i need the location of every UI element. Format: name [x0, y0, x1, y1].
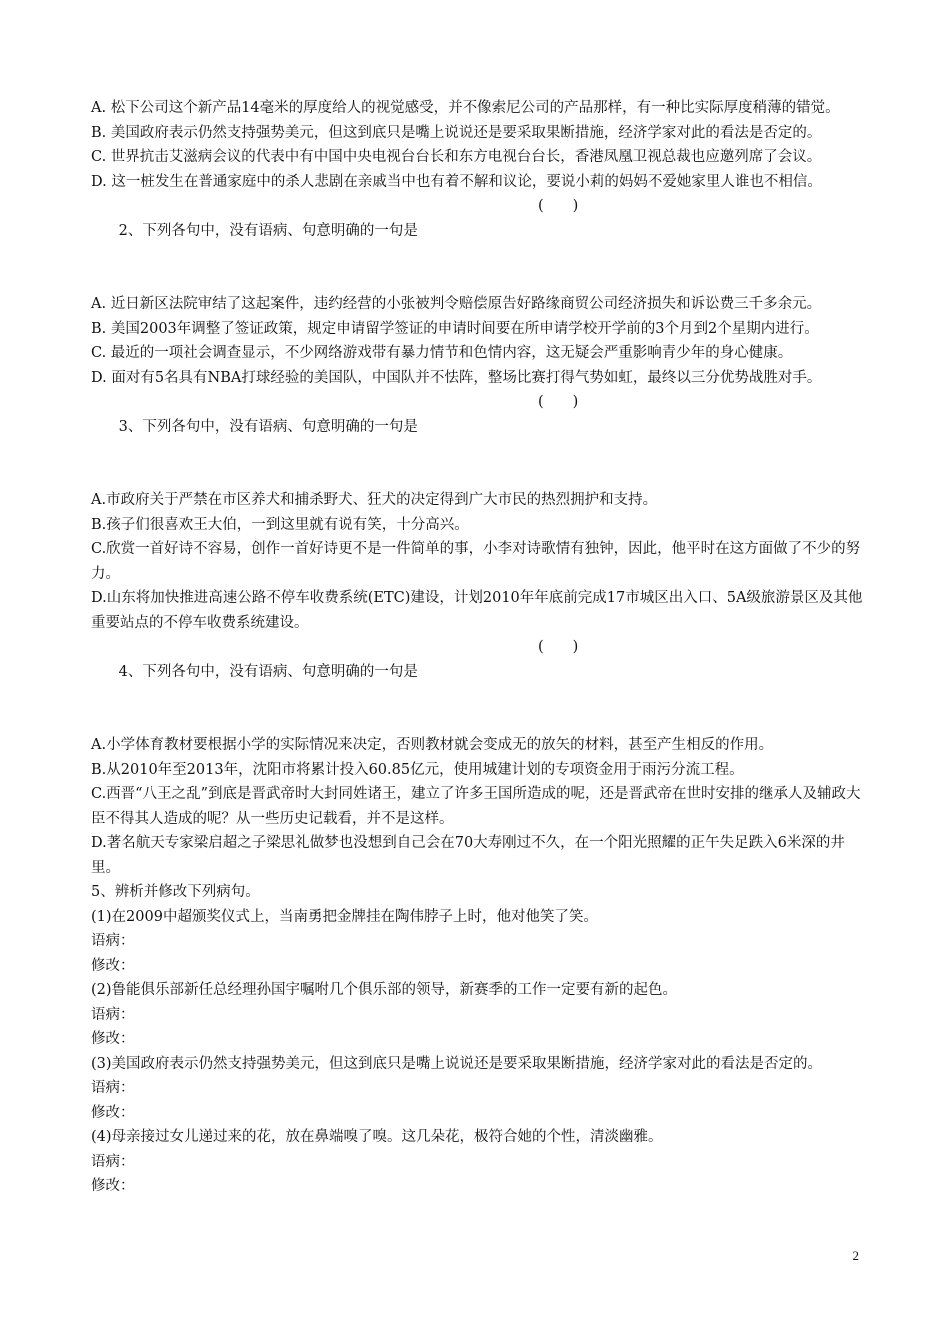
q4-answer-paren: ( ) [538, 639, 579, 655]
q5-item-4-fix-label: 修改： [91, 1178, 135, 1194]
q5-item-3-fix-label: 修改： [91, 1104, 135, 1121]
page-number: 2 [852, 1248, 859, 1263]
q4-stem: 4、下列各句中，没有语病、句意明确的一句是 [118, 663, 418, 680]
q5-item-1-error-label: 语病： [91, 933, 135, 949]
q4-option-c: C.西晋“八王之乱”到底是晋武帝时大封同姓诸王，建立了许多王国所造成的呢，还是晋武帝在世时安排的继承人及辅政大臣不得其人造成的呢？从一些历史记载看，并不是这样。 [91, 786, 861, 827]
q4-stem-line [91, 635, 863, 733]
q2-option-c: C. 最近的一项社会调查显示，不少网络游戏带有暴力情节和色情内容，这无疑会严重影响青少年的身心健康。 [91, 345, 793, 361]
q1-option-a: A. 松下公司这个新产品14毫米的厚度给人的视觉感受，并不像索尼公司的产品那样，有一种比实际厚度稍薄的错觉。 [91, 100, 840, 116]
q1-option-b: B. 美国政府表示仍然支持强势美元，但这到底只是嘴上说说还是要采取果断措施，经济学家对此的看法是否定的。 [91, 124, 822, 141]
q3-stem: 3、下列各句中，没有语病、句意明确的一句是 [118, 418, 418, 435]
q3-option-a: A.市政府关于严禁在市区养犬和捕杀野犬、狂犬的决定得到广大市民的热烈拥护和支持。 [91, 492, 658, 508]
q2-answer-paren: ( ) [538, 198, 579, 214]
q5-item-4: (4)母亲接过女儿递过来的花，放在鼻端嗅了嗅。这几朵花，极符合她的个性，清淡幽雅。 [91, 1129, 663, 1145]
q3-option-c: C.欣赏一首好诗不容易，创作一首好诗更不是一件简单的事，小李对诗歌情有独钟，因此，他平时在这方面做了不少的努力。 [91, 541, 861, 582]
q5-item-3-error-label: 语病： [91, 1080, 135, 1096]
q1-option-d: D. 这一桩发生在普通家庭中的杀人悲剧在亲戚当中也有着不解和议论，要说小莉的妈妈不爱她家里人谁也不相信。 [91, 173, 822, 190]
q5-item-1: (1)在2009中超颁奖仪式上，当南勇把金牌挂在陶伟脖子上时，他对他笑了笑。 [91, 908, 598, 925]
q3-option-d: D.山东将加快推进高速公路不停车收费系统(ETC)建设，计划2010年年底前完成17市城区出入口、5A级旅游景区及其他重要站点的不停车收费系统建设。 [91, 590, 863, 631]
q4-option-a: A.小学体育教材要根据小学的实际情况来决定，否则教材就会变成无的放矢的材料，甚至产生相反的作用。 [91, 737, 774, 753]
q4-option-d: D.著名航天专家梁启超之子梁思礼做梦也没想到自己会在70大寿刚过不久，在一个阳光照耀的正午失足跌入6米深的井里。 [91, 835, 845, 876]
page-content [91, 96, 863, 1199]
q2-option-d: D. 面对有5名具有NBA打球经验的美国队，中国队并不怯阵，整场比赛打得气势如虹，最终以三分优势战胜对手。 [91, 369, 822, 386]
q5-item-2-fix-label: 修改： [91, 1031, 135, 1047]
q5-item-2: (2)鲁能俱乐部新任总经理孙国宇嘱咐几个俱乐部的领导，新赛季的工作一定要有新的起色。 [91, 982, 678, 998]
q5-stem: 5、辨析并修改下列病句。 [91, 884, 260, 900]
q3-stem-line [91, 390, 863, 488]
q5-item-4-error-label: 语病： [91, 1153, 135, 1170]
q2-stem-line [91, 194, 863, 292]
q4-option-b: B.从2010年至2013年，沈阳市将累计投入60.85亿元，使用城建计划的专项资金用于雨污分流工程。 [91, 761, 744, 778]
q2-stem: 2、下列各句中，没有语病、句意明确的一句是 [118, 222, 418, 239]
q3-option-b: B.孩子们很喜欢王大伯，一到这里就有说有笑，十分高兴。 [91, 516, 469, 533]
q5-item-1-fix-label: 修改： [91, 957, 135, 974]
q2-option-a: A. 近日新区法院审结了这起案件，违约经营的小张被判令赔偿原告好路缘商贸公司经济损失和诉讼费三千多余元。 [91, 296, 822, 312]
q5-item-2-error-label: 语病： [91, 1006, 135, 1023]
q5-item-3: (3)美国政府表示仍然支持强势美元，但这到底只是嘴上说说还是要采取果断措施，经济学家对此的看法是否定的。 [91, 1055, 823, 1072]
q1-option-c: C. 世界抗击艾滋病会议的代表中有中国中央电视台台长和东方电视台台长，香港凤凰卫视总裁也应邀列席了会议。 [91, 149, 822, 165]
q2-option-b: B. 美国2003年调整了签证政策，规定申请留学签证的申请时间要在所申请学校开学前的3个月到2个星期内进行。 [91, 320, 819, 337]
q3-answer-paren: ( ) [538, 394, 579, 410]
